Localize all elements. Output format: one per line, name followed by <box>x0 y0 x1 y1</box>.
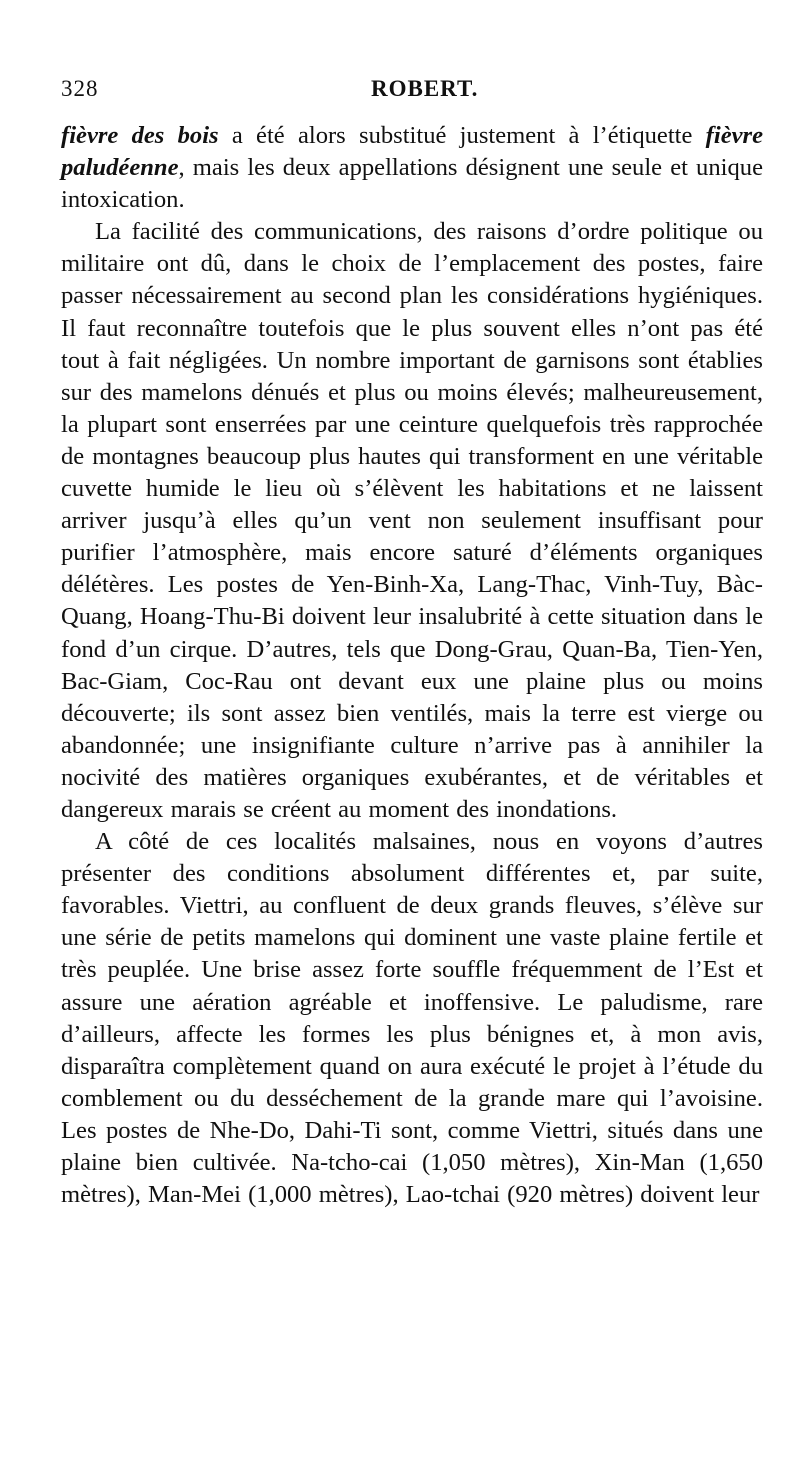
italic-term-fievre-paludeenne: fièvre paludéenne <box>61 122 764 182</box>
paragraph-3: A côté de ces localités malsaines, nous en voyons d’autres présenter des conditions absolument différentes et, par suite, favorables. Viettri, au confluent de deux grands fleuves, s’élève sur une série de petits mamelons qui dominent une vaste plaine fertile et très peuplée. Une brise assez forte souffle fréquemment de l’Est et assure une aération agréable et inoffensive. Le paludisme, rare d’ailleurs, affecte les formes les plus bénignes et, à mon avis, disparaîtra complètement quand on aura exécuté le projet à l’étude du comblement ou du desséchement de la grande mare qui l’avoisine. Les postes de Nhe-Do, Dahi-Ti sont, comme Viettri, situés dans une plaine bien cultivée. Na-tcho-cai (1,050 mètres), Xin-Man (1,650 mètres), Man-Mei (1,000 mètres), Lao-tchai (920 mètres) doivent leur <box>61 828 763 1209</box>
paragraph-1 <box>61 120 763 216</box>
body-text <box>61 120 763 1211</box>
italic-term-fievre-des-bois: fièvre des bois <box>61 122 219 149</box>
paragraph-1-text-b: , mais les deux appellations désignent une seule et unique intoxication. <box>61 154 763 214</box>
running-head: ROBERT. <box>371 76 479 101</box>
page-header <box>61 76 763 110</box>
paragraph-2: La facilité des communications, des raisons d’ordre politique ou militaire ont dû, dans le choix de l’emplacement des postes, faire passer nécessairement au second plan les considérations hygiéniques. Il faut reconnaître toutefois que le plus souvent elles n’ont pas été tout à fait négligées. Un nombre important de garnisons sont établies sur des mamelons dénués et plus ou moins élevés; malheureusement, la plupart sont enserrées par une ceinture quelquefois très rapprochée de montagnes beaucoup plus hautes qui transforment en une véritable cuvette humide le lieu où s’élèvent les habitations et ne laissent arriver jusqu’à elles qu’un vent non seulement insuffisant pour purifier l’atmosphère, mais encore saturé d’éléments organiques délétères. Les postes de Yen-Binh-Xa, Lang-Thac, Vinh-Tuy, Bàc-Quang, Hoang-Thu-Bi doivent leur insalubrité à cette situation dans le fond d’un cirque. D’autres, tels que Dong-Grau, Quan-Ba, Tien-Yen, Bac-Giam, Coc-Rau ont devant eux une plaine plus ou moins découverte; ils sont assez bien ventilés, mais la terre est vierge ou abandonnée; une insignifiante culture n’arrive pas à annihiler la nocivité des matières organiques exubérantes, et de véritables et dangereux marais se créent au moment des inondations. <box>61 218 763 823</box>
paragraph-1-text-a: a été alors substitué justement à l’étiquette <box>218 122 706 149</box>
page-number: 328 <box>61 76 99 101</box>
